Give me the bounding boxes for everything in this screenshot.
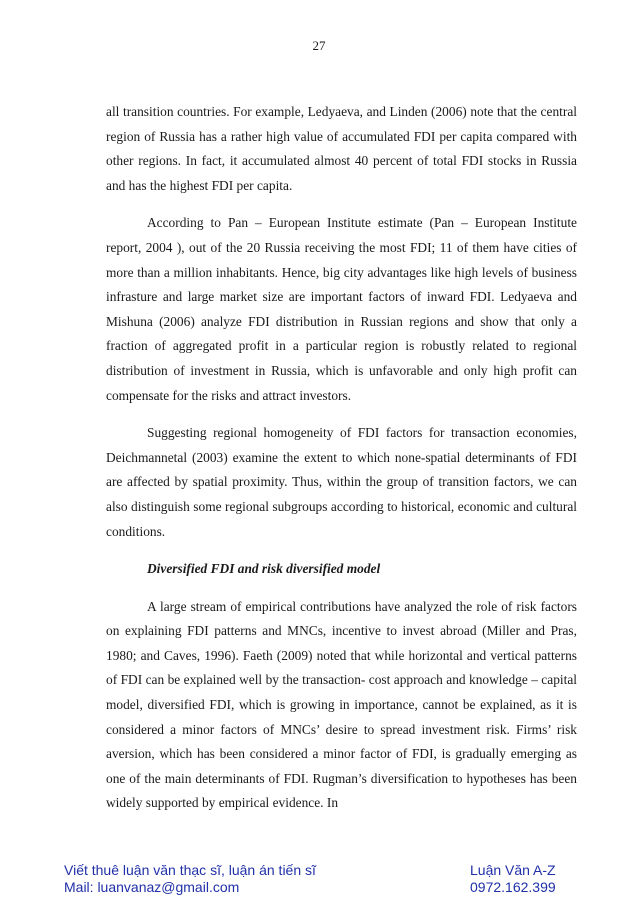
section-heading: Diversified FDI and risk diversified model (147, 561, 381, 577)
footer-service-text: Viết thuê luận văn thạc sĩ, luận án tiến sĩ (64, 862, 316, 878)
page-number: 27 (312, 38, 326, 53)
footer-left (64, 862, 316, 896)
document-body (106, 100, 577, 829)
footer-phone: 0972.162.399 (470, 879, 556, 895)
paragraph-4: A large stream of empirical contributions have analyzed the role of risk factors on explaining FDI patterns and MNCs, incentive to invest abroad (Miller and Pras, 1980; and Caves, 1996). Faeth (2009) noted that while horizontal and vertical patterns of FDI can be explained well by the transaction- cost approach and knowledge – capital model, diversified FDI, which is growing in importance, cannot be explained, as it is considered a minor factors of MNCs’ desire to spread investment risk. Firms’ risk aversion, which has been considered a minor factor of FDI, is gradually emerging as one of the main determinants of FDI. Rugman’s diversification to hypotheses has been widely supported by empirical evidence. In (106, 598, 577, 811)
footer-email: Mail: luanvanaz@gmail.com (64, 879, 240, 895)
paragraph-2: According to Pan – European Institute estimate (Pan – European Institute report, 2004 ), out of the 20 Russia receiving the most FDI; 11 of them have cities of more than a million inhabitants. Hence, big city advantages like high levels of business infrasture and large market size are important factors of inward FDI. Ledyaeva and Mishuna (2006) analyze FDI distribution in Russian regions and show that only a fraction of aggregated profit in a particular region is robustly related to regional distribution of investment in Russia, which is unfavorable and only high profit can compensate for the risks and attract investors. (106, 215, 577, 403)
footer-brand: Luận Văn A-Z (470, 862, 556, 878)
paragraph-3: Suggesting regional homogeneity of FDI factors for transaction economies, Deichmannetal (2003) examine the extent to which none-spatial determinants of FDI are affected by spatial proximity. Thus, within the group of transition factors, we can also distinguish some regional subgroups according to historical, economic and cultural conditions. (106, 425, 577, 539)
paragraph-1: all transition countries. For example, Ledyaeva, and Linden (2006) note that the central region of Russia has a rather high value of accumulated FDI per capita compared with other regions. In fact, it accumulated almost 40 percent of total FDI stocks in Russia and has the highest FDI per capita. (106, 104, 577, 193)
footer-right (470, 862, 556, 896)
